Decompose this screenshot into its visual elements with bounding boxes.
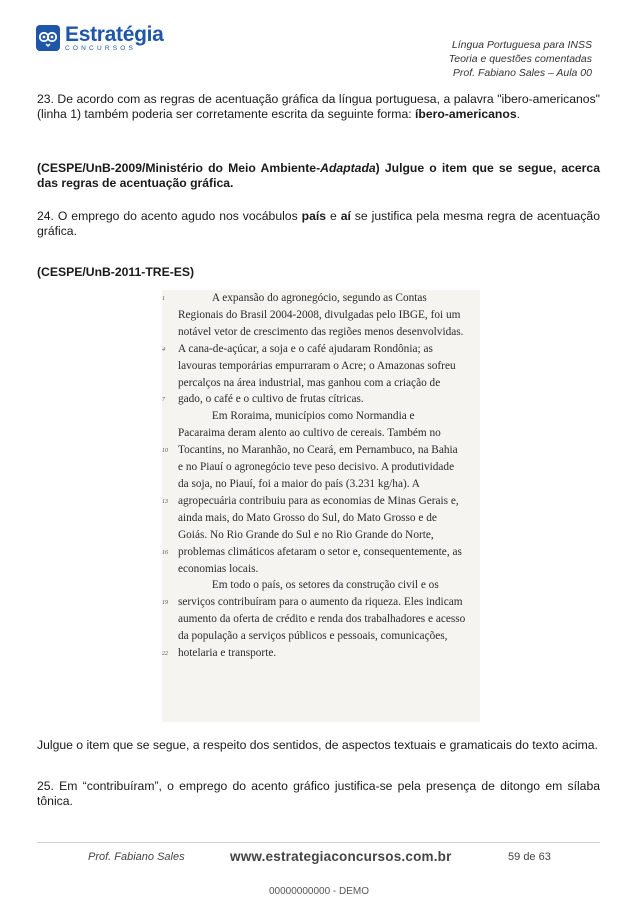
passage-line bbox=[162, 290, 480, 307]
line-number: 19 bbox=[162, 600, 168, 607]
passage-line bbox=[162, 611, 480, 628]
question-24-word-ai: aí bbox=[340, 209, 351, 223]
passage-line bbox=[162, 510, 480, 527]
passage-line bbox=[162, 358, 480, 375]
question-24-word-pais: país bbox=[301, 209, 327, 223]
passage-text: Goiás. No Rio Grande do Sul e no Rio Grande do Norte, bbox=[178, 528, 434, 541]
passage-line bbox=[162, 645, 480, 662]
passage-line bbox=[162, 527, 480, 544]
question-23 bbox=[37, 92, 600, 122]
passage-text: e no Piauí o agronegócio teve peso decisivo. A produtividade bbox=[178, 461, 455, 474]
passage-line bbox=[162, 628, 480, 645]
footer-author: Prof. Fabiano Sales bbox=[88, 851, 185, 863]
line-number: 13 bbox=[162, 498, 168, 505]
course-header bbox=[449, 38, 592, 80]
footer-demo: 00000000000 - DEMO bbox=[268, 886, 370, 897]
passage-line bbox=[162, 408, 480, 425]
course-title: Língua Portuguesa para INSS bbox=[451, 39, 592, 51]
passage-image bbox=[162, 290, 480, 722]
line-number: 22 bbox=[162, 651, 168, 658]
passage-text: lavouras temporárias empurraram o Acre; o Amazonas sofreu bbox=[178, 359, 456, 372]
instruction: Julgue o item que se segue, a respeito dos sentidos, de aspectos textuais e gramaticais do texto acima. bbox=[37, 738, 598, 752]
question-24 bbox=[37, 209, 600, 239]
footer-url: www.estrategiaconcursos.com.br bbox=[230, 849, 452, 864]
passage-text: gado, o café e o cultivo de frutas cítricas. bbox=[178, 393, 364, 406]
passage-line bbox=[162, 391, 480, 408]
passage-text: ainda mais, do Mato Grosso do Sul, do Mato Grosso e de bbox=[178, 511, 437, 524]
page-separator: de bbox=[523, 851, 536, 863]
passage-text: A cana-de-açúcar, a soja e o café ajudaram Rondônia; as bbox=[178, 342, 433, 355]
logo-subtitle: CONCURSOS bbox=[65, 45, 137, 52]
exam-header-2009-pre: (CESPE/UnB-2009/Ministério do Meio Ambiente- bbox=[37, 161, 321, 175]
exam-header-2009 bbox=[37, 161, 600, 191]
passage-line bbox=[162, 425, 480, 442]
line-number: 1 bbox=[162, 296, 165, 302]
passage-text: Pacaraima deram alento ao cultivo de cereais. Também no bbox=[178, 427, 441, 440]
question-24-conj: e bbox=[326, 209, 341, 223]
passage-line bbox=[162, 375, 480, 392]
passage-line bbox=[162, 561, 480, 578]
question-24-end: se justifica pela mesma regra de acentuação gráfica. bbox=[37, 209, 600, 238]
owl-logo-icon bbox=[36, 25, 60, 51]
line-number: 16 bbox=[162, 549, 168, 556]
exam-header-2009-post: ) Julgue o item que se segue, acerca das regras de acentuação gráfica. bbox=[37, 161, 600, 190]
passage-text: da soja, no Piauí, foi a maior do país (3.231 kg/ha). A bbox=[178, 477, 420, 490]
passage-text: percalços na área industrial, mas ganhou com a criação de bbox=[178, 376, 441, 389]
passage-line bbox=[162, 307, 480, 324]
passage-text: Em Roraima, municípios como Normandia e bbox=[178, 410, 415, 423]
exam-header-2009-adaptada: Adaptada bbox=[320, 161, 376, 175]
passage-line bbox=[162, 544, 480, 561]
line-number: 10 bbox=[162, 448, 168, 455]
passage-text: Em todo o país, os setores da construção civil e os bbox=[178, 579, 439, 592]
passage-line bbox=[162, 442, 480, 459]
passage-line bbox=[162, 594, 480, 611]
passage-line bbox=[162, 324, 480, 341]
passage-line bbox=[162, 341, 480, 358]
page-total: 63 bbox=[538, 851, 551, 863]
exam-header-2011: (CESPE/UnB-2011-TRE-ES) bbox=[37, 265, 195, 279]
passage-line bbox=[162, 577, 480, 594]
course-subtitle: Teoria e questões comentadas bbox=[448, 53, 592, 65]
passage-text: notável vetor de crescimento das regiões menos desenvolvidas. bbox=[178, 325, 464, 338]
passage-text: economias locais. bbox=[178, 562, 259, 575]
passage-line bbox=[162, 476, 480, 493]
passage-text: Regionais do Brasil 2004-2008, divulgadas pelo IBGE, foi um bbox=[178, 308, 461, 321]
logo-name: Estratégia bbox=[65, 23, 164, 46]
passage-text: hotelaria e transporte. bbox=[178, 647, 277, 660]
line-number: 7 bbox=[162, 397, 165, 404]
line-number: 4 bbox=[162, 346, 165, 353]
passage-text: serviços contribuíram para o aumento da riqueza. Eles indicam bbox=[178, 596, 463, 609]
page-current: 59 bbox=[508, 851, 521, 863]
footer-divider bbox=[37, 842, 600, 843]
passage-text: A expansão do agronegócio, segundo as Contas bbox=[178, 292, 427, 304]
question-25: 25. Em “contribuíram”, o emprego do acento gráfico justifica-se pela presença de ditongo em sílaba tônica. bbox=[37, 779, 600, 808]
passage-text: problemas climáticos afetaram o setor e, consequentemente, as bbox=[178, 545, 462, 558]
estrategia-logo bbox=[36, 24, 164, 53]
passage-line bbox=[162, 493, 480, 510]
footer-page-number bbox=[508, 851, 551, 863]
question-23-end: . bbox=[516, 107, 520, 121]
passage-line bbox=[162, 459, 480, 476]
passage-text: da população a serviços públicos e pessoais, comunicações, bbox=[178, 630, 448, 643]
question-23-text: 23. De acordo com as regras de acentuação gráfica da língua portuguesa, a palavra "ibero-americanos" (linha 1) também poderia ser corretamente escrita da seguinte forma: bbox=[37, 92, 600, 121]
question-23-word: íbero-americanos bbox=[415, 107, 517, 121]
passage-text: Tocantins, no Maranhão, no Ceará, em Pernambuco, na Bahia bbox=[178, 444, 458, 457]
passage-text: aumento da oferta de crédito e renda dos trabalhadores e acesso bbox=[178, 613, 466, 626]
question-24-text: 24. O emprego do acento agudo nos vocábulos bbox=[37, 209, 302, 223]
passage-text: agropecuária contribuiu para as economias de Minas Gerais e, bbox=[178, 494, 459, 507]
course-lesson: Prof. Fabiano Sales – Aula 00 bbox=[452, 67, 592, 79]
